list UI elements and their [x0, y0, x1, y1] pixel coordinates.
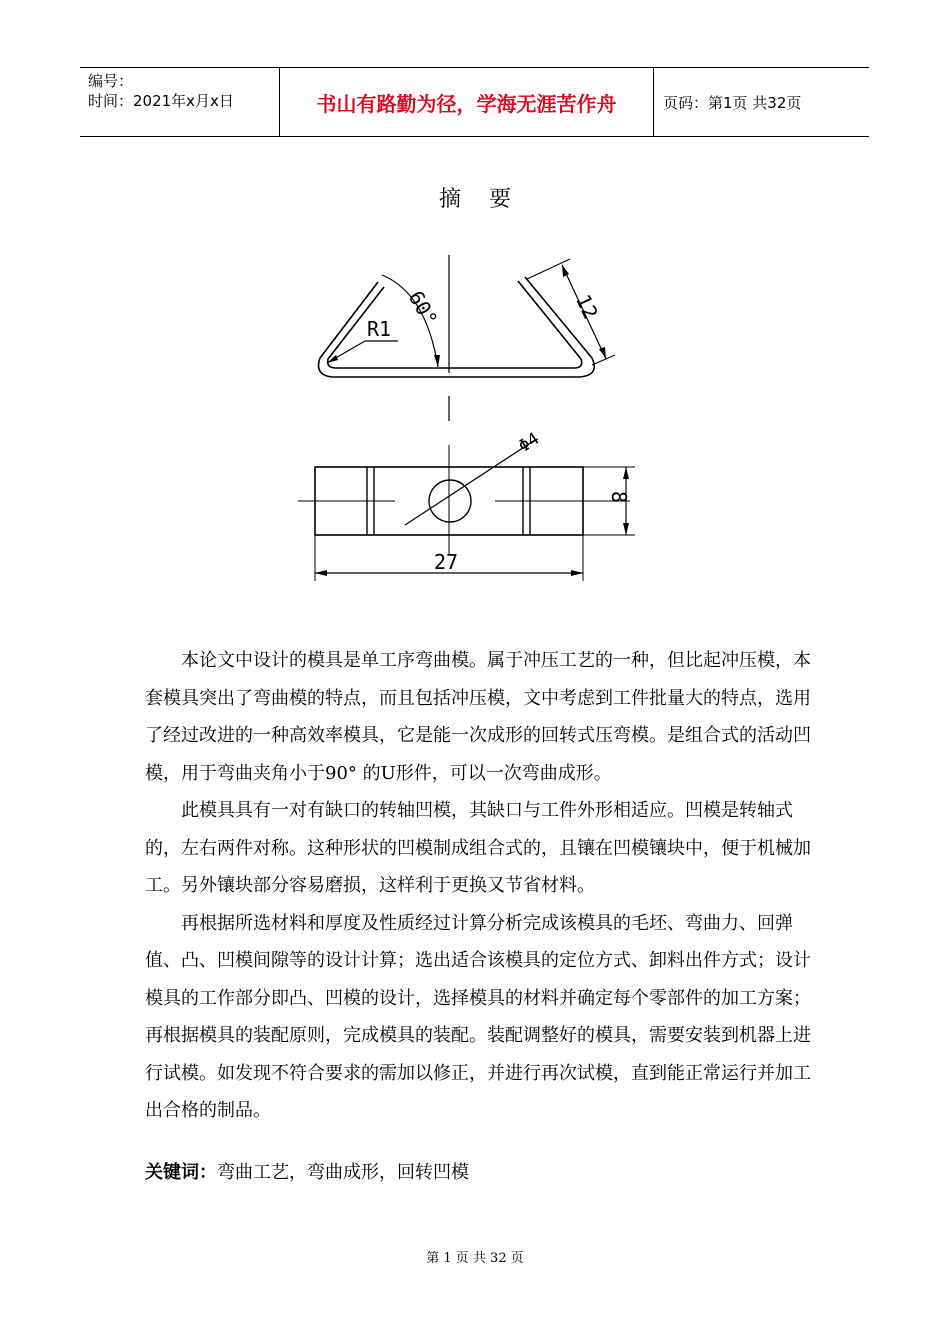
arrowhead: [623, 523, 629, 535]
part-outline-outer: [319, 277, 595, 377]
page-label: 页码：第1页 共32页: [663, 93, 802, 112]
keywords-label: 关键词：: [145, 1162, 217, 1183]
part-drawing: [290, 255, 650, 590]
motto: 书山有路勤为径，学海无涯苦作舟: [280, 68, 654, 136]
width-label: 27: [434, 550, 459, 574]
keywords-value: 弯曲工艺，弯曲成形，回转凹模: [217, 1162, 469, 1183]
arrowhead: [562, 265, 569, 277]
page-header: [80, 67, 869, 137]
header-left-cell: [80, 68, 280, 136]
paragraph-1: 本论文中设计的模具是单工序弯曲模。属于冲压工艺的一种，但比起冲压模，本套模具突出了弯曲模的特点，而且包括冲压模，文中考虑到工件批量大的特点，选用了经过改进的一种高效率模具，它是能一次成形的回转式压弯模。是组合式的活动凹模，用于弯曲夹角小于90° 的U形件，可以一次弯曲成形。: [145, 650, 811, 784]
angle-label: 60°: [403, 286, 443, 330]
arrowhead: [623, 467, 629, 479]
abstract-body: [145, 642, 825, 1130]
paragraph-3: 再根据所选材料和厚度及性质经过计算分析完成该模具的毛坯、弯曲力、回弹值、凸、凹模间隙等的设计计算；选出适合该模具的定位方式、卸料出件方式；设计模具的工作部分即凸、凹模的设计，选择模具的材料并确定每个零部件的加工方案；再根据模具的装配原则，完成模具的装配。装配调整好的模具，需要安装到机器上进行试模。如发现不符合要求的需加以修正，并进行再次试模，直到能正常运行并加工出合格的制品。: [145, 912, 811, 1121]
length-ext-bottom: [592, 355, 615, 365]
height-label: 8: [607, 491, 631, 504]
paragraph-2: 此模具具有一对有缺口的转轴凹模，其缺口与工件外形相适应。凹模是转轴式的，左右两件对称。这种形状的凹模制成组合式的，且镶在凹模镶块中，便于机械加工。另外镶块部分容易磨损，这样利于更换又节省材料。: [145, 800, 811, 896]
arrowhead: [434, 355, 440, 367]
arrowhead: [599, 347, 606, 359]
length-label: 12: [570, 290, 603, 323]
part-outline-inner: [328, 281, 582, 368]
arrowhead: [571, 570, 583, 576]
keywords: [145, 1158, 469, 1184]
hole-label: Φ4: [515, 428, 544, 457]
page-title: 摘要: [438, 187, 539, 212]
time-label: 时间：2021年x月x日: [88, 92, 234, 110]
arrowhead: [315, 570, 327, 576]
number-label: 编号：: [88, 72, 134, 90]
diameter-leader: [405, 440, 535, 525]
radius-label: R1: [367, 317, 392, 341]
page-footer: 第 1 页 共 32 页: [426, 1251, 524, 1266]
